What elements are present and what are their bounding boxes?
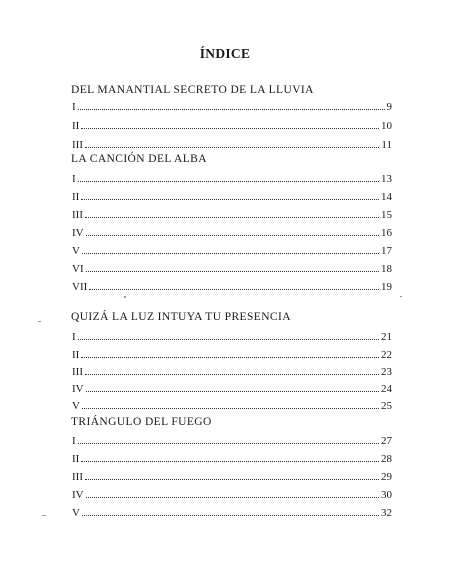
scan-speck — [124, 296, 126, 298]
toc-entry — [72, 207, 392, 221]
dot-leader — [86, 390, 379, 392]
entry-page: 32 — [381, 507, 392, 519]
dot-leader — [85, 373, 379, 375]
entry-numeral: V — [72, 245, 80, 257]
entry-page: 30 — [381, 489, 392, 501]
entry-numeral: I — [72, 173, 76, 185]
dot-leader — [86, 496, 379, 498]
toc-entry — [72, 469, 392, 483]
entry-page: 16 — [381, 227, 392, 239]
entry-numeral: I — [72, 435, 76, 447]
entry-numeral: IV — [72, 383, 84, 395]
entry-page: 28 — [381, 453, 392, 465]
toc-entry — [72, 347, 392, 361]
entry-page: 9 — [386, 101, 392, 113]
toc-entry — [72, 487, 392, 501]
dot-leader — [81, 127, 379, 129]
page-title: ÍNDICE — [199, 46, 251, 61]
entry-numeral: III — [72, 209, 83, 221]
entry-page: 13 — [381, 173, 392, 185]
toc-entry — [72, 451, 392, 465]
entry-page: 19 — [381, 281, 392, 293]
entry-page: 10 — [381, 120, 392, 132]
toc-entry — [72, 261, 392, 275]
entry-page: 15 — [381, 209, 392, 221]
entry-numeral: II — [72, 191, 80, 203]
dot-leader — [82, 407, 379, 409]
dot-leader — [82, 514, 379, 516]
section-heading: QUIZÁ LA LUZ INTUYA TU PRESENCIA — [71, 311, 291, 323]
entry-numeral: III — [72, 139, 83, 151]
toc-entry — [72, 118, 392, 132]
dot-leader — [78, 442, 379, 444]
entry-page: 14 — [381, 191, 392, 203]
dot-leader — [78, 180, 379, 182]
entry-page: 17 — [381, 245, 392, 257]
section-heading: LA CANCIÓN DEL ALBA — [71, 153, 207, 165]
toc-entry — [72, 279, 392, 293]
toc-entry — [72, 243, 392, 257]
entry-numeral: VI — [72, 263, 84, 275]
dot-leader — [81, 356, 379, 358]
toc-entry — [72, 171, 392, 185]
entry-numeral: VII — [72, 281, 88, 293]
toc-entry — [72, 99, 392, 113]
scan-speck — [42, 515, 46, 516]
entry-numeral: V — [72, 400, 80, 412]
entry-page: 24 — [381, 383, 392, 395]
entry-page: 21 — [381, 331, 392, 343]
dot-leader — [89, 288, 379, 290]
entry-numeral: III — [72, 366, 83, 378]
dot-leader — [81, 460, 379, 462]
dot-leader — [78, 108, 385, 110]
entry-page: 11 — [381, 139, 392, 151]
entry-numeral: II — [72, 349, 80, 361]
dot-leader — [82, 252, 379, 254]
dot-leader — [85, 146, 379, 148]
entry-page: 29 — [381, 471, 392, 483]
entry-page: 25 — [381, 400, 392, 412]
entry-numeral: I — [72, 101, 76, 113]
toc-entry — [72, 225, 392, 239]
scan-speck — [38, 321, 41, 322]
toc-entry — [72, 398, 392, 412]
section-heading: DEL MANANTIAL SECRETO DE LA LLUVIA — [71, 84, 314, 96]
entry-numeral: IV — [72, 489, 84, 501]
toc-entry — [72, 137, 392, 151]
entry-page: 27 — [381, 435, 392, 447]
entry-numeral: IV — [72, 227, 84, 239]
scan-speck — [400, 296, 402, 297]
toc-entry — [72, 433, 392, 447]
toc-entry — [72, 505, 392, 519]
entry-numeral: III — [72, 471, 83, 483]
toc-entry — [72, 364, 392, 378]
entry-numeral: V — [72, 507, 80, 519]
entry-page: 23 — [381, 366, 392, 378]
dot-leader — [86, 234, 379, 236]
section-heading: TRIÁNGULO DEL FUEGO — [71, 416, 212, 428]
dot-leader — [81, 198, 379, 200]
dot-leader — [78, 338, 379, 340]
dot-leader — [85, 216, 379, 218]
toc-entry — [72, 189, 392, 203]
toc-entry — [72, 381, 392, 395]
entry-numeral: II — [72, 453, 80, 465]
dot-leader — [86, 270, 379, 272]
entry-page: 22 — [381, 349, 392, 361]
dot-leader — [85, 478, 379, 480]
entry-numeral: II — [72, 120, 80, 132]
entry-numeral: I — [72, 331, 76, 343]
entry-page: 18 — [381, 263, 392, 275]
toc-entry — [72, 329, 392, 343]
